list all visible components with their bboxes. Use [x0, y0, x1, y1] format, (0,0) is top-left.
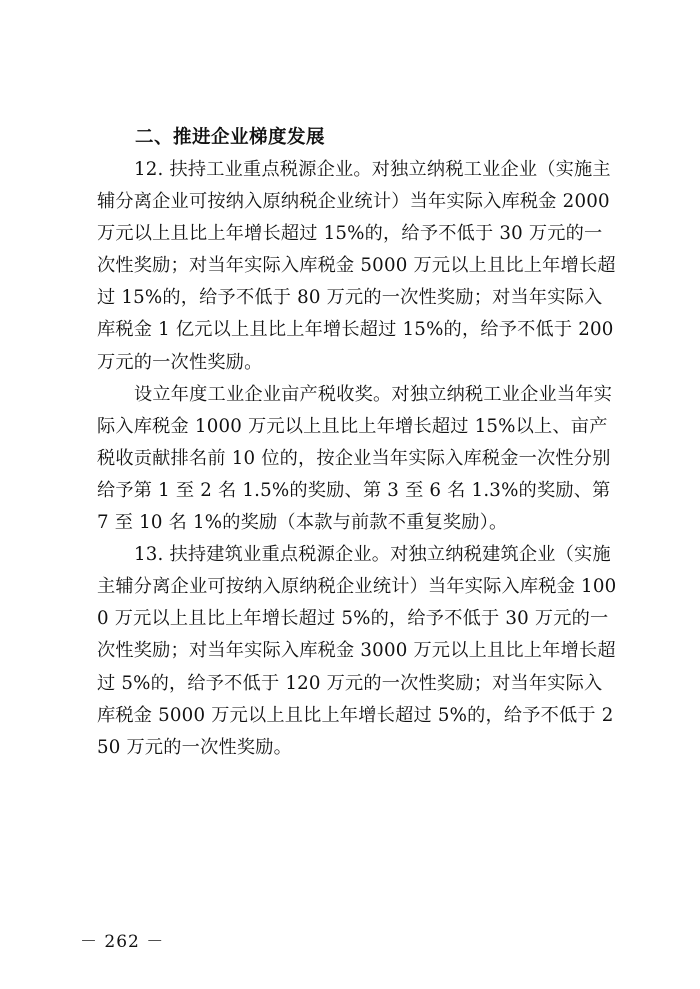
paragraph-construction-tax-source: 13. 扶持建筑业重点税源企业。对独立纳税建筑企业（实施主辅分离企业可按纳入原纳税企业统计）当年实际入库税金 1000 万元以上且比上年增长超过 5%的，给予不低于 30 万元的一次性奖励；对当年实际入库税金 3000 万元以上且比上年增长超过 5%的，给予不低于 120 万元的一次性奖励；对当年实际入库税金 5000 万元以上且比上年增长超过 5%的，给予不低于 250 万元的一次性奖励。	[97, 544, 617, 758]
paragraph-per-mu-tax-award: 设立年度工业企业亩产税收奖。对独立纳税工业企业当年实际入库税金 1000 万元以上且比上年增长超过 15%以上、亩产税收贡献排名前 10 位的，按企业当年实际入库税金一次性分别给予第 1 至 2 名 1.5%的奖励、第 3 至 6 名 1.3%的奖励、第 7 至 10 名 1%的奖励（本款与前款不重复奖励）。	[97, 383, 613, 534]
paragraph-industrial-tax-source: 12. 扶持工业重点税源企业。对独立纳税工业企业（实施主辅分离企业可按纳入原纳税企业统计）当年实际入库税金 2000 万元以上且比上年增长超过 15%的，给予不低于 30 万元的一次性奖励；对当年实际入库税金 5000 万元以上且比上年增长超过 15%的，给予不低于 80 万元的一次性奖励；对当年实际入库税金 1 亿元以上且比上年增长超过 15%的，给予不低于 200 万元的一次性奖励。	[97, 159, 616, 373]
document-body	[97, 122, 617, 764]
page-number: － 262 －	[80, 932, 165, 952]
section-heading: 二、推进企业梯度发展	[135, 127, 326, 148]
